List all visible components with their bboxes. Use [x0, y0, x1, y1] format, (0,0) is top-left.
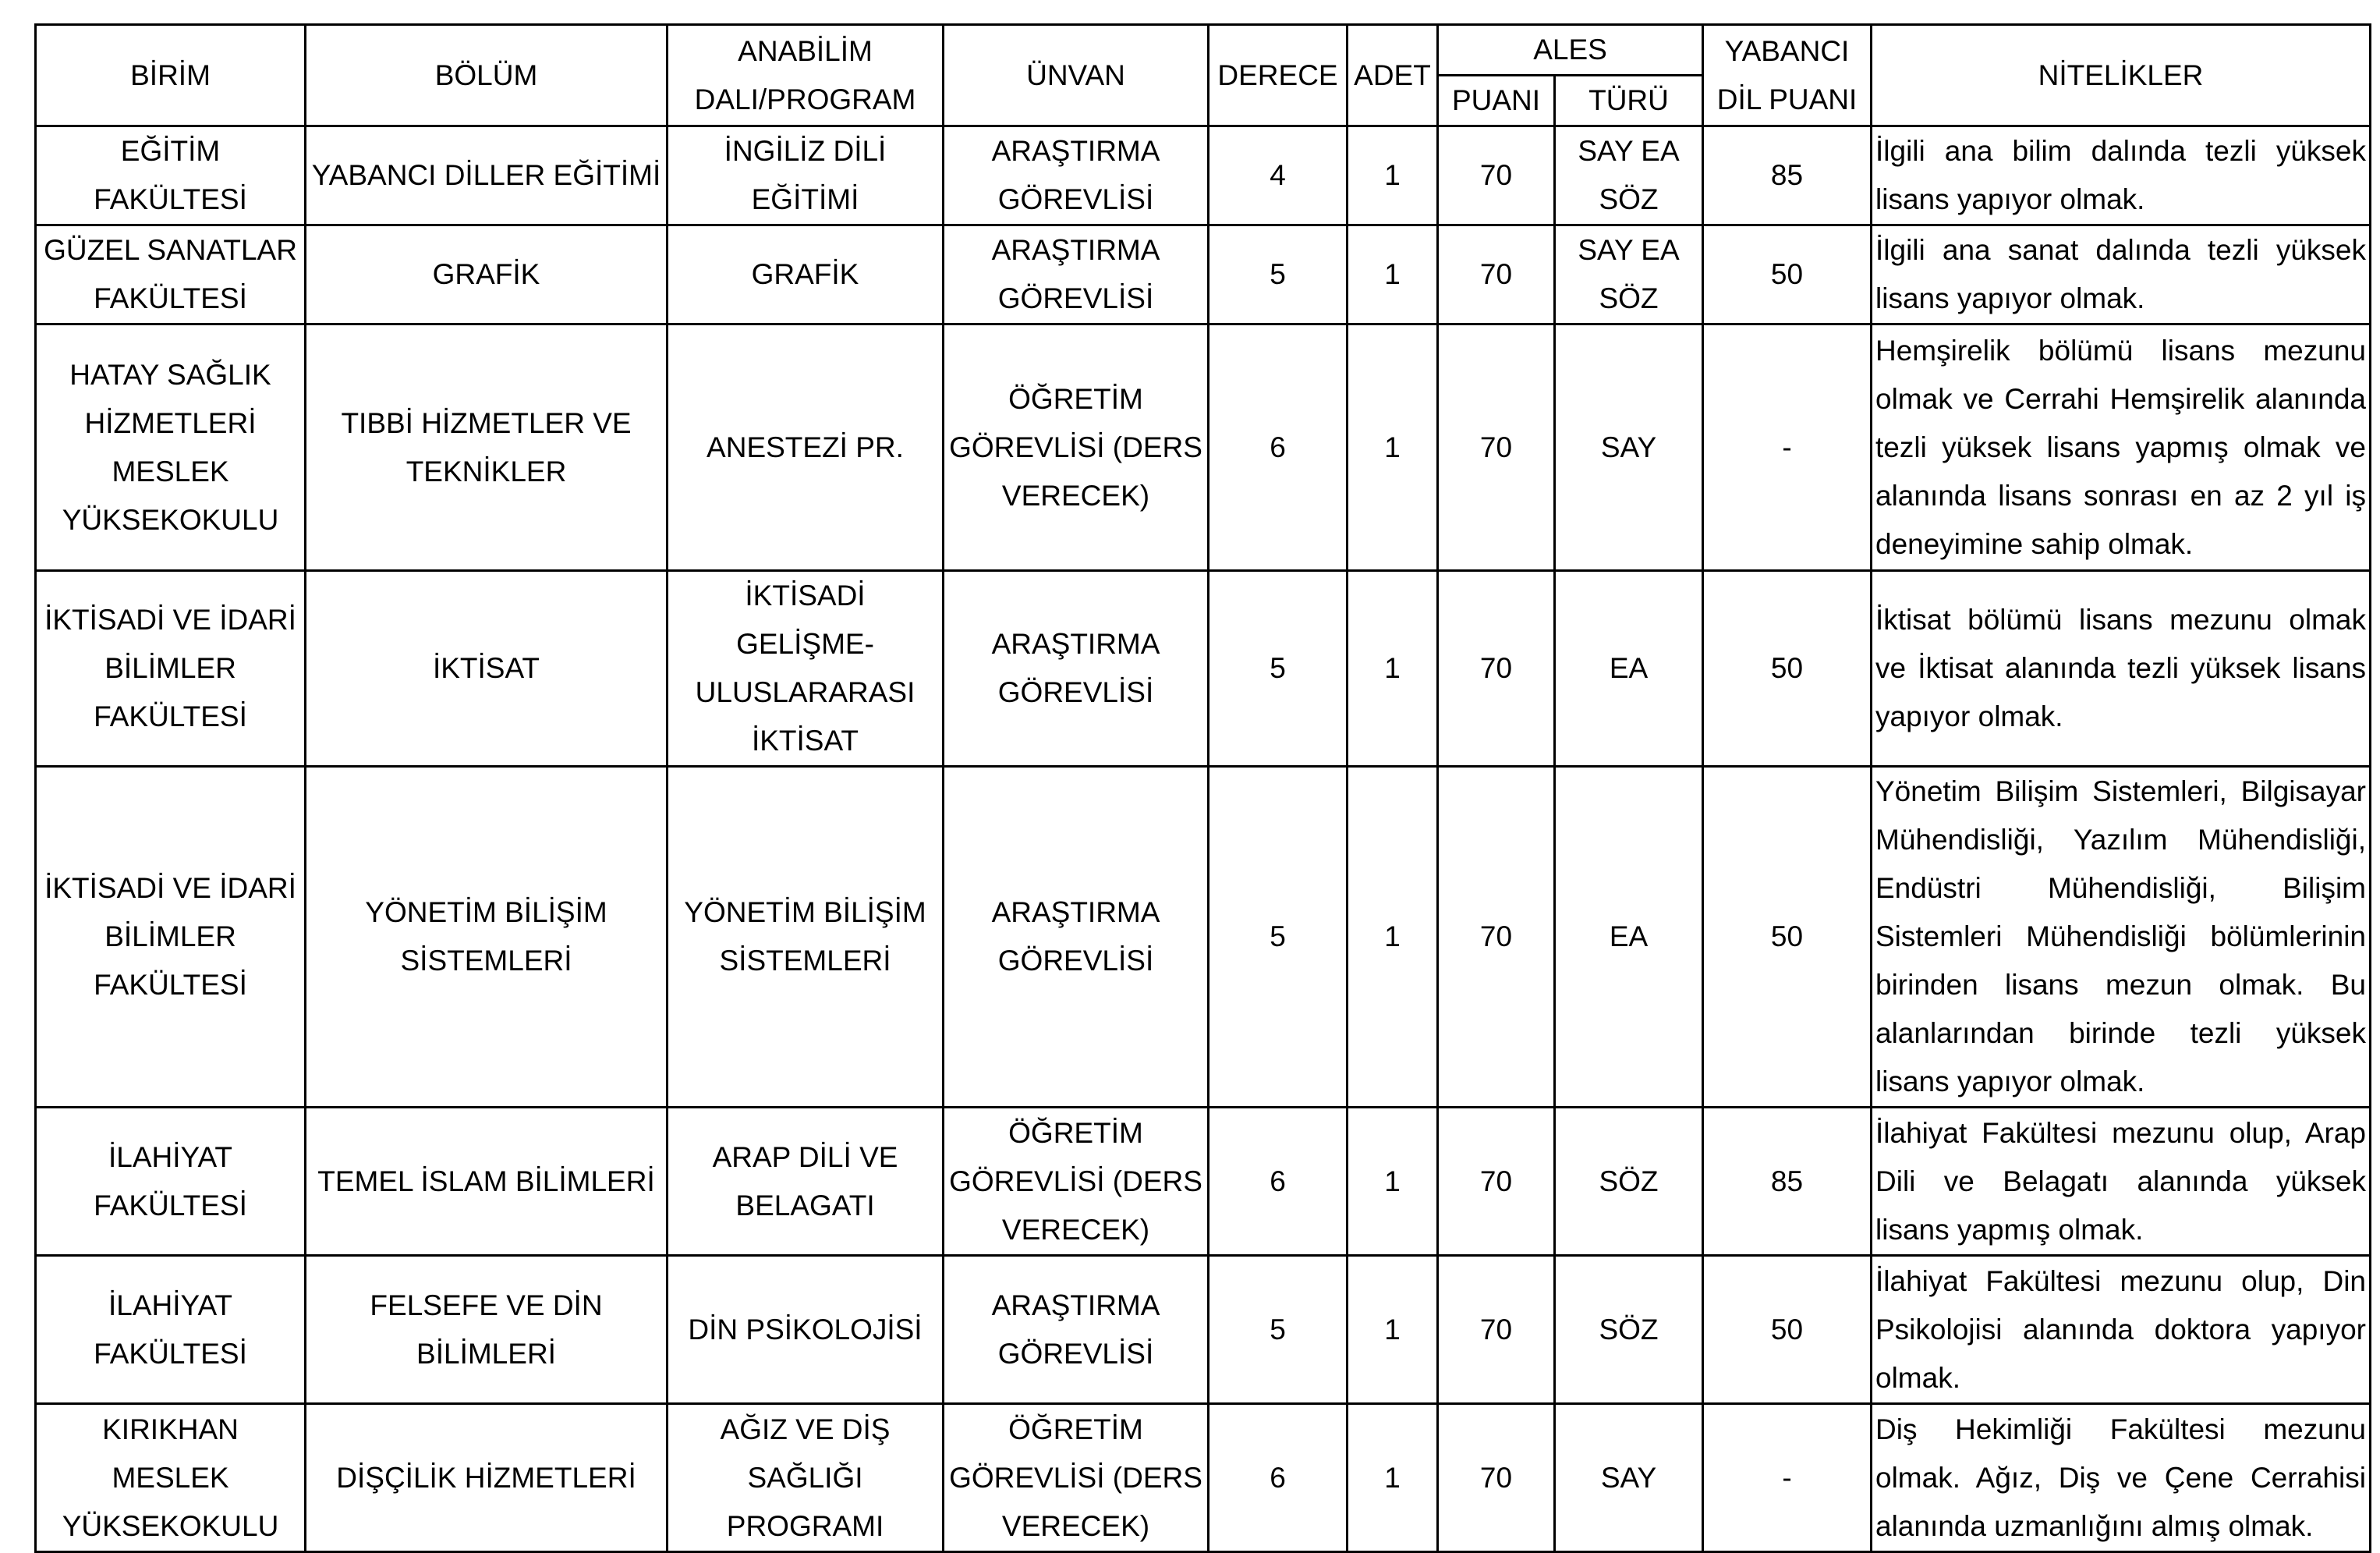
cell-anabilim: DİN PSİKOLOJİSİ — [668, 1256, 944, 1404]
cell-ales-turu: EA — [1555, 767, 1703, 1108]
header-nitelikler: NİTELİKLER — [1872, 25, 2371, 126]
cell-birim: EĞİTİM FAKÜLTESİ — [36, 126, 306, 225]
cell-bolum: YABANCI DİLLER EĞİTİMİ — [306, 126, 668, 225]
cell-birim: KIRIKHAN MESLEK YÜKSEKOKULU — [36, 1404, 306, 1552]
cell-derece: 5 — [1209, 225, 1348, 324]
cell-nitelikler: Yönetim Bilişim Sistemleri, Bilgisayar Mühendisliği, Yazılım Mühendisliği, Endüstri Mühendisliği, Bilişim Sistemleri Mühendisliği bölümlerinin birinden lisans mezun olmak. Bu alanlarından birinde tezli yüksek lisans yapıyor olmak. — [1872, 767, 2371, 1108]
cell-yabanci-dil-puani: - — [1703, 324, 1872, 571]
header-derece: DERECE — [1209, 25, 1348, 126]
cell-anabilim: İNGİLİZ DİLİ EĞİTİMİ — [668, 126, 944, 225]
cell-adet: 1 — [1348, 767, 1438, 1108]
cell-ales-puani: 70 — [1438, 1256, 1555, 1404]
cell-bolum: GRAFİK — [306, 225, 668, 324]
cell-birim: HATAY SAĞLIK HİZMETLERİ MESLEK YÜKSEKOKULU — [36, 324, 306, 571]
cell-ales-turu: SAY EA SÖZ — [1555, 126, 1703, 225]
cell-derece: 6 — [1209, 1108, 1348, 1256]
cell-birim: İKTİSADİ VE İDARİ BİLİMLER FAKÜLTESİ — [36, 767, 306, 1108]
cell-unvan: ARAŞTIRMA GÖREVLİSİ — [944, 571, 1209, 767]
cell-unvan: ÖĞRETİM GÖREVLİSİ (DERS VERECEK) — [944, 324, 1209, 571]
cell-ales-turu: SÖZ — [1555, 1256, 1703, 1404]
cell-ales-turu: SÖZ — [1555, 1108, 1703, 1256]
staff-positions-table — [34, 23, 2371, 1553]
cell-yabanci-dil-puani: 50 — [1703, 571, 1872, 767]
table-row — [36, 324, 2371, 571]
cell-unvan: ARAŞTIRMA GÖREVLİSİ — [944, 1256, 1209, 1404]
header-yabanci-dil-puani: YABANCI DİL PUANI — [1703, 25, 1872, 126]
cell-ales-puani: 70 — [1438, 225, 1555, 324]
cell-bolum: DİŞÇİLİK HİZMETLERİ — [306, 1404, 668, 1552]
cell-adet: 1 — [1348, 1404, 1438, 1552]
cell-anabilim: AĞIZ VE DİŞ SAĞLIĞI PROGRAMI — [668, 1404, 944, 1552]
cell-ales-turu: EA — [1555, 571, 1703, 767]
cell-yabanci-dil-puani: - — [1703, 1404, 1872, 1552]
header-unvan: ÜNVAN — [944, 25, 1209, 126]
header-bolum: BÖLÜM — [306, 25, 668, 126]
cell-yabanci-dil-puani: 85 — [1703, 126, 1872, 225]
cell-nitelikler: İlgili ana bilim dalında tezli yüksek lisans yapıyor olmak. — [1872, 126, 2371, 225]
table-row — [36, 1108, 2371, 1256]
cell-adet: 1 — [1348, 1108, 1438, 1256]
table-header — [36, 25, 2371, 126]
cell-ales-puani: 70 — [1438, 1404, 1555, 1552]
table-body — [36, 126, 2371, 1552]
cell-yabanci-dil-puani: 50 — [1703, 225, 1872, 324]
cell-unvan: ARAŞTIRMA GÖREVLİSİ — [944, 225, 1209, 324]
table-row — [36, 126, 2371, 225]
cell-derece: 6 — [1209, 1404, 1348, 1552]
cell-derece: 4 — [1209, 126, 1348, 225]
header-ales-turu: TÜRÜ — [1555, 76, 1703, 126]
cell-adet: 1 — [1348, 324, 1438, 571]
cell-nitelikler: İlahiyat Fakültesi mezunu olup, Arap Dili ve Belagatı alanında yüksek lisans yapmış olmak. — [1872, 1108, 2371, 1256]
header-row — [36, 25, 2371, 76]
cell-nitelikler: İktisat bölümü lisans mezunu olmak ve İktisat alanında tezli yüksek lisans yapıyor olmak. — [1872, 571, 2371, 767]
cell-yabanci-dil-puani: 85 — [1703, 1108, 1872, 1256]
cell-bolum: İKTİSAT — [306, 571, 668, 767]
cell-unvan: ARAŞTIRMA GÖREVLİSİ — [944, 767, 1209, 1108]
cell-adet: 1 — [1348, 571, 1438, 767]
table-row — [36, 225, 2371, 324]
cell-ales-puani: 70 — [1438, 324, 1555, 571]
cell-bolum: YÖNETİM BİLİŞİM SİSTEMLERİ — [306, 767, 668, 1108]
cell-birim: GÜZEL SANATLAR FAKÜLTESİ — [36, 225, 306, 324]
cell-ales-puani: 70 — [1438, 571, 1555, 767]
cell-yabanci-dil-puani: 50 — [1703, 1256, 1872, 1404]
cell-birim: İKTİSADİ VE İDARİ BİLİMLER FAKÜLTESİ — [36, 571, 306, 767]
cell-derece: 5 — [1209, 571, 1348, 767]
cell-anabilim: ARAP DİLİ VE BELAGATI — [668, 1108, 944, 1256]
header-anabilim: ANABİLİM DALI/PROGRAM — [668, 25, 944, 126]
header-ales-puani: PUANI — [1438, 76, 1555, 126]
cell-yabanci-dil-puani: 50 — [1703, 767, 1872, 1108]
cell-unvan: ARAŞTIRMA GÖREVLİSİ — [944, 126, 1209, 225]
cell-bolum: FELSEFE VE DİN BİLİMLERİ — [306, 1256, 668, 1404]
table-row — [36, 767, 2371, 1108]
cell-nitelikler: İlahiyat Fakültesi mezunu olup, Din Psikolojisi alanında doktora yapıyor olmak. — [1872, 1256, 2371, 1404]
cell-bolum: TEMEL İSLAM BİLİMLERİ — [306, 1108, 668, 1256]
cell-adet: 1 — [1348, 126, 1438, 225]
cell-unvan: ÖĞRETİM GÖREVLİSİ (DERS VERECEK) — [944, 1404, 1209, 1552]
cell-unvan: ÖĞRETİM GÖREVLİSİ (DERS VERECEK) — [944, 1108, 1209, 1256]
cell-anabilim: GRAFİK — [668, 225, 944, 324]
header-birim: BİRİM — [36, 25, 306, 126]
cell-anabilim: YÖNETİM BİLİŞİM SİSTEMLERİ — [668, 767, 944, 1108]
cell-ales-puani: 70 — [1438, 126, 1555, 225]
cell-derece: 6 — [1209, 324, 1348, 571]
cell-nitelikler: İlgili ana sanat dalında tezli yüksek lisans yapıyor olmak. — [1872, 225, 2371, 324]
cell-bolum: TIBBİ HİZMETLER VE TEKNİKLER — [306, 324, 668, 571]
cell-ales-turu: SAY — [1555, 324, 1703, 571]
cell-ales-puani: 70 — [1438, 767, 1555, 1108]
header-adet: ADET — [1348, 25, 1438, 126]
cell-birim: İLAHİYAT FAKÜLTESİ — [36, 1256, 306, 1404]
cell-anabilim: İKTİSADİ GELİŞME-ULUSLARARASI İKTİSAT — [668, 571, 944, 767]
table-row — [36, 571, 2371, 767]
cell-adet: 1 — [1348, 225, 1438, 324]
cell-ales-turu: SAY EA SÖZ — [1555, 225, 1703, 324]
cell-birim: İLAHİYAT FAKÜLTESİ — [36, 1108, 306, 1256]
header-ales: ALES — [1438, 25, 1703, 76]
cell-anabilim: ANESTEZİ PR. — [668, 324, 944, 571]
table-row — [36, 1256, 2371, 1404]
cell-nitelikler: Diş Hekimliği Fakültesi mezunu olmak. Ağız, Diş ve Çene Cerrahisi alanında uzmanlığını almış olmak. — [1872, 1404, 2371, 1552]
cell-adet: 1 — [1348, 1256, 1438, 1404]
cell-derece: 5 — [1209, 767, 1348, 1108]
table-row — [36, 1404, 2371, 1552]
cell-ales-puani: 70 — [1438, 1108, 1555, 1256]
cell-ales-turu: SAY — [1555, 1404, 1703, 1552]
cell-derece: 5 — [1209, 1256, 1348, 1404]
cell-nitelikler: Hemşirelik bölümü lisans mezunu olmak ve Cerrahi Hemşirelik alanında tezli yüksek lisans yapmış olmak ve alanında lisans sonrası en az 2 yıl iş deneyimine sahip olmak. — [1872, 324, 2371, 571]
